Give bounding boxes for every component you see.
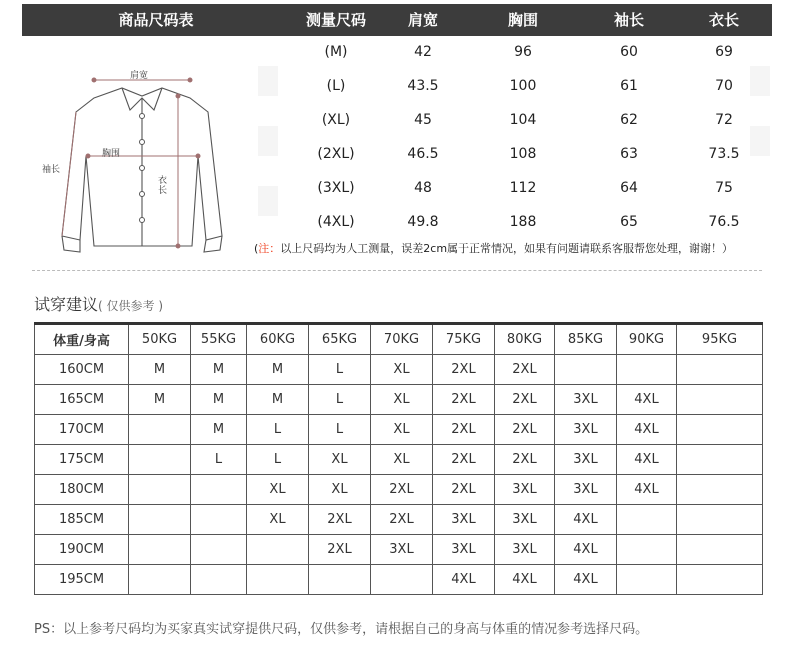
fitting-cell: 165CM [35, 385, 129, 415]
header-length: 衣长 [708, 11, 739, 29]
size-row [22, 36, 772, 70]
fitting-cell: XL [371, 415, 433, 445]
table-row [35, 565, 763, 595]
fitting-subtitle: ( 仅供参考 ) [98, 299, 164, 313]
table-row [35, 445, 763, 475]
fitting-header-cell: 70KG [371, 324, 433, 355]
fitting-cell: M [247, 355, 309, 385]
fitting-cell: 3XL [555, 415, 617, 445]
fitting-cell [677, 385, 763, 415]
size-cell: 104 [509, 112, 537, 128]
size-cell: 60 [620, 44, 638, 60]
fitting-cell: 185CM [35, 505, 129, 535]
fitting-cell [129, 415, 191, 445]
fitting-cell [247, 535, 309, 565]
fitting-title: 试穿建议( 仅供参考 ) [34, 295, 164, 314]
size-cell: 65 [620, 214, 638, 230]
fitting-cell: XL [371, 445, 433, 475]
size-cell: 61 [620, 78, 638, 94]
fitting-cell: M [191, 355, 247, 385]
fitting-cell: 3XL [495, 505, 555, 535]
size-row [22, 172, 772, 206]
size-cell: 75 [715, 180, 733, 196]
note-mark: 注： [258, 242, 281, 255]
fitting-cell: 3XL [555, 445, 617, 475]
table-row [35, 505, 763, 535]
size-row [22, 138, 772, 172]
size-cell: 112 [509, 180, 537, 196]
fitting-cell: 2XL [495, 355, 555, 385]
fitting-cell [677, 445, 763, 475]
fitting-cell: 3XL [433, 535, 495, 565]
sleeve-label: 袖长 [42, 165, 61, 175]
size-cell: 42 [414, 44, 432, 60]
size-cell: (4XL) [317, 214, 355, 230]
fitting-cell [191, 565, 247, 595]
fitting-cell: 2XL [433, 445, 495, 475]
fitting-cell: 2XL [371, 475, 433, 505]
header-shoulder: 肩宽 [407, 11, 438, 29]
size-cell: 64 [620, 180, 638, 196]
fitting-cell: M [191, 415, 247, 445]
fitting-cell: 4XL [617, 415, 677, 445]
dotted-divider [32, 270, 762, 271]
table-row [35, 475, 763, 505]
fitting-table [34, 322, 763, 595]
size-cell: 45 [414, 112, 432, 128]
fitting-cell: L [309, 415, 371, 445]
ps-note: PS：以上参考尺码均为买家真实试穿提供尺码，仅供参考，请根据自己的身高与体重的情况参考选择尺码。 [34, 622, 649, 637]
fitting-cell: 4XL [617, 475, 677, 505]
fitting-cell [617, 535, 677, 565]
fitting-cell: 3XL [371, 535, 433, 565]
fitting-cell: L [309, 355, 371, 385]
fitting-cell: XL [247, 505, 309, 535]
fitting-cell [191, 475, 247, 505]
fitting-cell: 4XL [555, 535, 617, 565]
fitting-cell: 2XL [433, 355, 495, 385]
header-product-size: 商品尺码表 [118, 11, 194, 29]
fitting-cell: L [309, 385, 371, 415]
fitting-cell: 2XL [309, 505, 371, 535]
fitting-header-cell: 85KG [555, 324, 617, 355]
fitting-header-cell: 60KG [247, 324, 309, 355]
fitting-cell [129, 565, 191, 595]
header-measure-size: 测量尺码 [305, 11, 366, 29]
fitting-cell: XL [309, 445, 371, 475]
fitting-cell [677, 415, 763, 445]
fitting-cell [555, 355, 617, 385]
fitting-cell [129, 475, 191, 505]
fitting-cell [677, 475, 763, 505]
fitting-cell: M [129, 385, 191, 415]
fitting-cell: 170CM [35, 415, 129, 445]
fitting-cell: 3XL [495, 535, 555, 565]
size-cell: 46.5 [407, 146, 439, 162]
fitting-cell: M [191, 385, 247, 415]
note-text: 以上尺码均为人工测量，误差2cm属于正常情况，如果有问题请联系客服帮您处理，谢谢！） [280, 242, 734, 255]
size-cell: 69 [715, 44, 733, 60]
measure-note: (注：以上尺码均为人工测量，误差2cm属于正常情况，如果有问题请联系客服帮您处理，谢谢！） [254, 242, 734, 255]
size-cell: 62 [620, 112, 638, 128]
fitting-cell [677, 355, 763, 385]
fitting-header-cell: 90KG [617, 324, 677, 355]
fitting-cell: M [129, 355, 191, 385]
fitting-header-row [35, 324, 763, 355]
fitting-cell: 3XL [555, 475, 617, 505]
fitting-cell [677, 565, 763, 595]
fitting-cell: XL [371, 385, 433, 415]
fitting-cell: 3XL [555, 385, 617, 415]
size-cell: 96 [514, 44, 532, 60]
size-cell: (M) [324, 44, 348, 60]
size-cell: 43.5 [407, 78, 439, 94]
fitting-cell: 4XL [495, 565, 555, 595]
size-row [22, 206, 772, 240]
size-cell: 49.8 [407, 214, 439, 230]
fitting-cell: XL [247, 475, 309, 505]
chest-label: 胸围 [102, 149, 121, 159]
fitting-cell [617, 565, 677, 595]
fitting-cell [129, 535, 191, 565]
size-cell: 72 [715, 112, 733, 128]
fitting-cell: 2XL [433, 475, 495, 505]
fitting-header-cell: 55KG [191, 324, 247, 355]
fitting-header-cell: 体重/身高 [35, 324, 129, 355]
size-cell: 48 [414, 180, 432, 196]
fitting-cell: 180CM [35, 475, 129, 505]
fitting-cell [129, 505, 191, 535]
size-cell: 63 [620, 146, 638, 162]
fitting-cell [309, 565, 371, 595]
fitting-cell [191, 505, 247, 535]
fitting-cell: 4XL [433, 565, 495, 595]
fitting-cell [371, 565, 433, 595]
size-cell: 73.5 [708, 146, 740, 162]
size-cell: 108 [509, 146, 537, 162]
size-chart-body [22, 36, 772, 260]
fitting-cell: 175CM [35, 445, 129, 475]
size-cell: 76.5 [708, 214, 740, 230]
fitting-cell: 4XL [555, 565, 617, 595]
size-cell: (2XL) [317, 146, 355, 162]
size-cell: (XL) [321, 112, 351, 128]
shoulder-label: 肩宽 [130, 71, 149, 81]
fitting-cell: 190CM [35, 535, 129, 565]
fitting-cell [191, 535, 247, 565]
fitting-cell: L [191, 445, 247, 475]
fitting-cell: 160CM [35, 355, 129, 385]
fitting-cell: 2XL [495, 385, 555, 415]
table-row [35, 535, 763, 565]
fitting-cell: 2XL [495, 415, 555, 445]
fitting-cell [677, 505, 763, 535]
fitting-header-cell: 65KG [309, 324, 371, 355]
fitting-cell: XL [371, 355, 433, 385]
fitting-header-cell: 80KG [495, 324, 555, 355]
size-chart-header [22, 4, 772, 36]
fitting-cell: 3XL [495, 475, 555, 505]
table-row [35, 355, 763, 385]
fitting-cell [617, 355, 677, 385]
size-cell: (3XL) [317, 180, 355, 196]
fitting-cell [247, 565, 309, 595]
fitting-cell: 2XL [309, 535, 371, 565]
fitting-cell: 3XL [433, 505, 495, 535]
size-row [22, 104, 772, 138]
fitting-header-cell: 95KG [677, 324, 763, 355]
fitting-cell: 2XL [495, 445, 555, 475]
fitting-cell [677, 535, 763, 565]
table-row [35, 385, 763, 415]
size-cell: 100 [509, 78, 537, 94]
fitting-cell: 2XL [371, 505, 433, 535]
fitting-cell: M [247, 385, 309, 415]
fitting-cell: 195CM [35, 565, 129, 595]
fitting-cell: 2XL [433, 415, 495, 445]
fitting-cell: 4XL [555, 505, 617, 535]
fitting-cell: L [247, 415, 309, 445]
size-cell: (L) [326, 78, 346, 94]
length-label: 衣长 [158, 176, 168, 196]
fitting-cell: XL [309, 475, 371, 505]
fitting-cell [129, 445, 191, 475]
fitting-cell [617, 505, 677, 535]
table-row [35, 415, 763, 445]
header-chest: 胸围 [507, 11, 538, 29]
fitting-cell: 4XL [617, 385, 677, 415]
fitting-cell: L [247, 445, 309, 475]
fitting-header-cell: 50KG [129, 324, 191, 355]
fitting-header-cell: 75KG [433, 324, 495, 355]
fitting-cell: 2XL [433, 385, 495, 415]
size-cell: 188 [509, 214, 537, 230]
header-sleeve: 袖长 [613, 11, 644, 29]
size-cell: 70 [715, 78, 733, 94]
fitting-cell: 4XL [617, 445, 677, 475]
size-row [22, 70, 772, 104]
